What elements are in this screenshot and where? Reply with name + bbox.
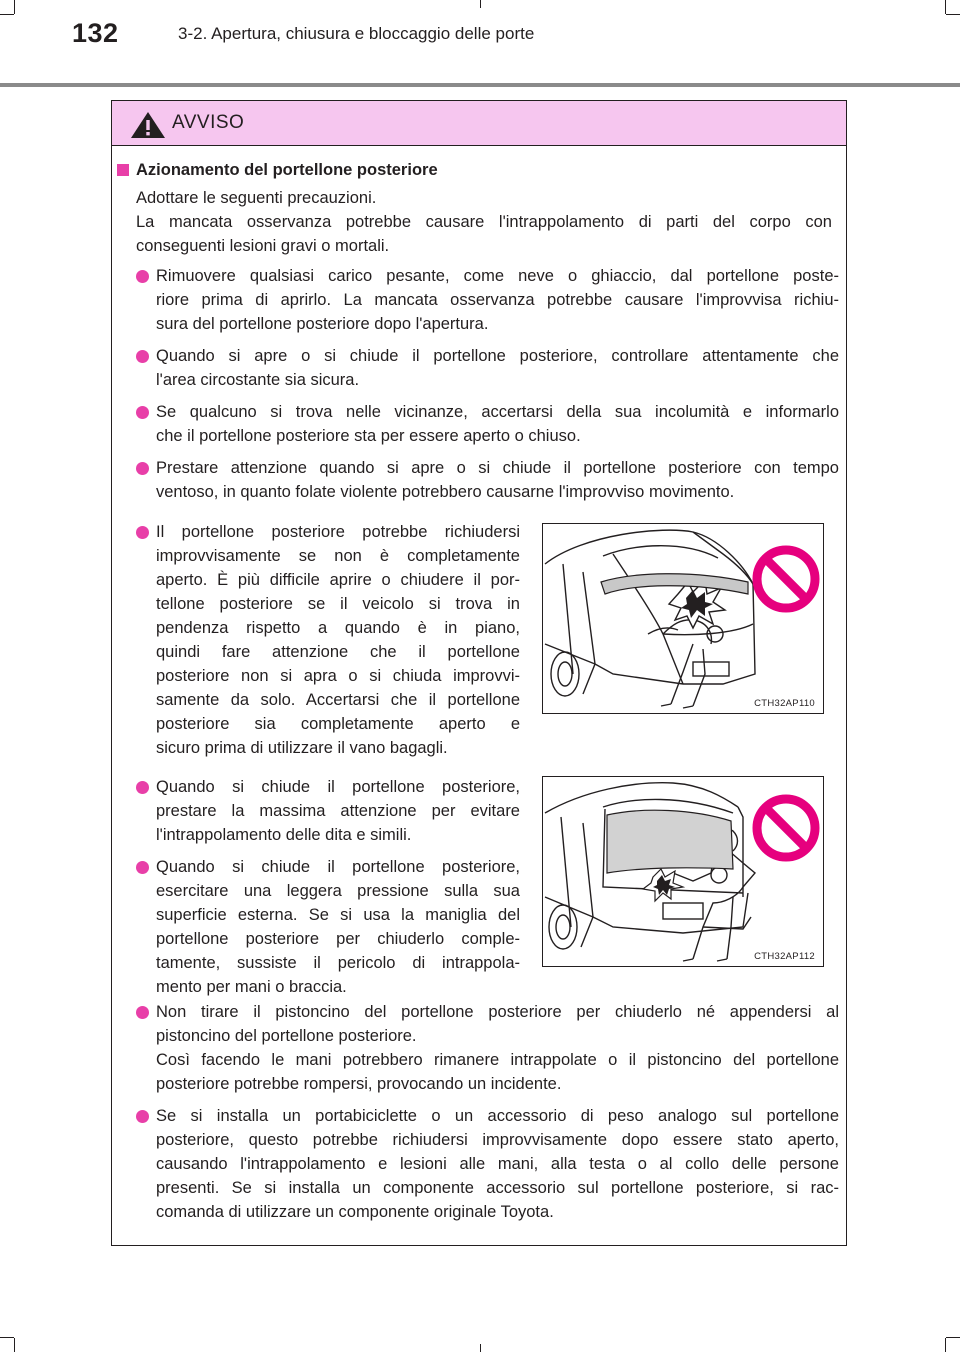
bullet-text: tamente, sussiste il pericolo di intrappola- bbox=[156, 954, 520, 972]
bullet-text: Quando si chiude il portellone posteriore, bbox=[156, 778, 520, 796]
bullet-text: sura del portellone posteriore dopo l'apertura. bbox=[156, 315, 489, 333]
bullet-text: pendenza rispetto a quando è in piano, bbox=[156, 619, 520, 637]
intro-line: conseguenti lesioni gravi o mortali. bbox=[136, 237, 390, 255]
crop-mark bbox=[14, 1338, 15, 1352]
crop-mark bbox=[0, 1337, 14, 1338]
bullet-icon bbox=[136, 1110, 149, 1123]
page-number: 132 bbox=[72, 18, 119, 48]
bullet-icon bbox=[136, 462, 149, 475]
illustration-tailgate-open bbox=[542, 523, 824, 714]
bullet-icon bbox=[136, 781, 149, 794]
warning-triangle-icon bbox=[130, 111, 166, 139]
prohibition-icon bbox=[751, 793, 821, 863]
bullet-text: prestare la massima attenzione per evitare bbox=[156, 802, 520, 820]
bullet-text: causando l'intrappolamento e lesioni alle mani, alla testa o al collo delle persone bbox=[156, 1155, 839, 1173]
intro-line: Adottare le seguenti precauzioni. bbox=[136, 189, 377, 207]
bullet-text: Se si installa un portabiciclette o un accessorio di peso analogo sul portellone bbox=[156, 1107, 839, 1125]
bullet-text: posteriore, questo potrebbe richiudersi improvvisamente dopo essere stato aperto, bbox=[156, 1131, 839, 1149]
bullet-text: Se qualcuno si trova nelle vicinanze, accertarsi della sua incolumità e informarlo bbox=[156, 403, 839, 421]
bullet-text: aperto. È più difficile aprire o chiudere il por- bbox=[156, 571, 520, 589]
crop-mark bbox=[0, 14, 14, 15]
bullet-text: posteriore potrebbe rompersi, provocando un incidente. bbox=[156, 1075, 562, 1093]
warning-heading: Azionamento del portellone posteriore bbox=[136, 161, 438, 179]
bullet-text: Prestare attenzione quando si apre o si chiude il portellone posteriore con tempo bbox=[156, 459, 839, 477]
bullet-icon bbox=[136, 406, 149, 419]
bullet-text: Così facendo le mani potrebbero rimanere intrappolate o il pistoncino del portellone bbox=[156, 1051, 839, 1069]
bullet-text: esercitare una leggera pressione sulla sua bbox=[156, 882, 520, 900]
section-title: 3-2. Apertura, chiusura e bloccaggio delle porte bbox=[178, 24, 535, 43]
bullet-text: Quando si chiude il portellone posteriore, bbox=[156, 858, 520, 876]
bullet-text: sicuro prima di utilizzare il vano bagagli. bbox=[156, 739, 448, 757]
crop-mark bbox=[945, 0, 946, 14]
bullet-icon bbox=[136, 350, 149, 363]
crop-mark bbox=[480, 1344, 481, 1352]
crop-mark bbox=[946, 1337, 960, 1338]
bullet-text: samente da solo. Accertarsi che il portellone bbox=[156, 691, 520, 709]
bullet-text: Rimuovere qualsiasi carico pesante, come neve o ghiaccio, dal portellone poste- bbox=[156, 267, 839, 285]
bullet-text: ventoso, in quanto folate violente potrebbero causarne l'improvviso movimento. bbox=[156, 483, 735, 501]
warning-label: AVVISO bbox=[172, 112, 245, 133]
bullet-text: che il portellone posteriore sta per essere aperto o chiuso. bbox=[156, 427, 581, 445]
bullet-text: l'intrappolamento delle dita e simili. bbox=[156, 826, 412, 844]
bullet-text: pistoncino del portellone posteriore. bbox=[156, 1027, 417, 1045]
bullet-text: Quando si apre o si chiude il portellone posteriore, controllare attentamente che bbox=[156, 347, 839, 365]
bullet-text: presenti. Se si installa un componente accessorio sul portellone posteriore, si rac- bbox=[156, 1179, 839, 1197]
bullet-icon bbox=[136, 861, 149, 874]
bullet-text: mento per mani o braccia. bbox=[156, 978, 347, 996]
bullet-text: posteriore sia completamente aperto e bbox=[156, 715, 520, 733]
bullet-icon bbox=[136, 270, 149, 283]
crop-mark bbox=[480, 0, 481, 8]
header-rule bbox=[0, 83, 960, 87]
illustration-tailgate-closing bbox=[542, 776, 824, 967]
section-square-bullet-icon bbox=[117, 164, 129, 176]
bullet-text: improvvisamente se non è completamente bbox=[156, 547, 520, 565]
bullet-text: comanda di utilizzare un componente originale Toyota. bbox=[156, 1203, 554, 1221]
intro-line: La mancata osservanza potrebbe causare l'intrappolamento di parti del corpo con bbox=[136, 213, 832, 231]
crop-mark bbox=[14, 0, 15, 14]
crop-mark bbox=[945, 1338, 946, 1352]
figure-code: CTH32AP112 bbox=[754, 951, 815, 962]
bullet-text: tellone posteriore se il veicolo si trova in bbox=[156, 595, 520, 613]
bullet-text: l'area circostante sia sicura. bbox=[156, 371, 360, 389]
bullet-text: Non tirare il pistoncino del portellone posteriore per chiuderlo né appendersi al bbox=[156, 1003, 839, 1021]
bullet-text: quindi fare attenzione che il portellone bbox=[156, 643, 520, 661]
prohibition-icon bbox=[751, 544, 821, 614]
bullet-icon bbox=[136, 526, 149, 539]
bullet-text: portellone posteriore per chiuderlo comple- bbox=[156, 930, 520, 948]
bullet-text: Il portellone posteriore potrebbe richiudersi bbox=[156, 523, 520, 541]
bullet-text: superficie esterna. Se si usa la maniglia del bbox=[156, 906, 520, 924]
warning-header bbox=[112, 101, 846, 146]
crop-mark bbox=[946, 14, 960, 15]
bullet-text: riore prima di aprirlo. La mancata osservanza potrebbe causare l'improvvisa richiu- bbox=[156, 291, 839, 309]
bullet-text: posteriore non si apra o si chiuda improvvi- bbox=[156, 667, 520, 685]
figure-code: CTH32AP110 bbox=[754, 698, 815, 709]
bullet-icon bbox=[136, 1006, 149, 1019]
